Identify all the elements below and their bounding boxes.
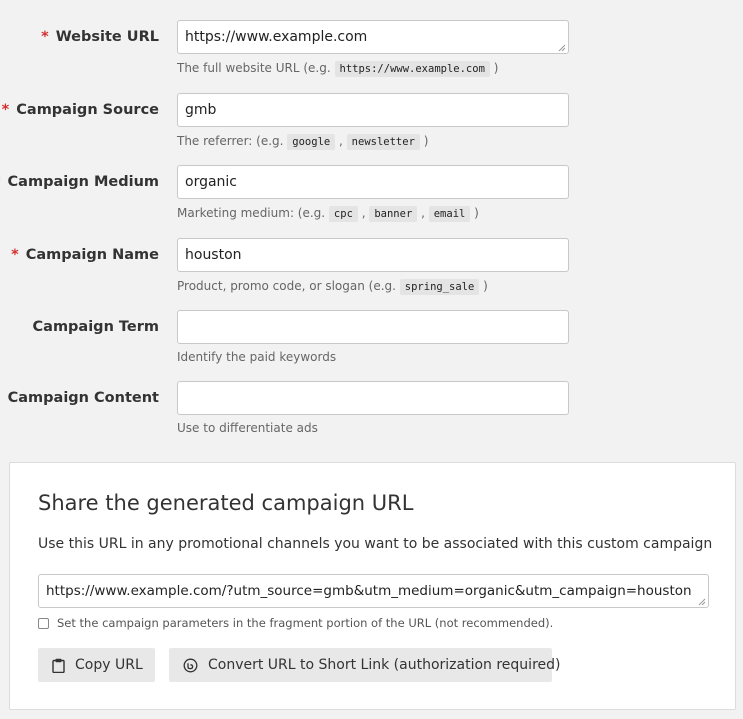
help-text: Product, promo code, or slogan (e.g. bbox=[177, 279, 400, 293]
share-url-panel bbox=[9, 462, 736, 710]
help-text-suffix: ) bbox=[479, 279, 488, 293]
field-label-text: Campaign Source bbox=[16, 102, 159, 118]
field-label-text: Campaign Medium bbox=[7, 174, 159, 190]
required-marker: * bbox=[11, 247, 19, 263]
field-label bbox=[41, 20, 159, 54]
short-link-button[interactable] bbox=[169, 648, 561, 682]
campaign-term-input[interactable] bbox=[177, 310, 569, 344]
campaign-source-input[interactable] bbox=[177, 93, 569, 127]
fragment-option-label: Set the campaign parameters in the fragment portion of the URL (not recommended). bbox=[57, 616, 554, 630]
help-example-code: newsletter bbox=[347, 134, 420, 150]
fragment-option[interactable] bbox=[38, 614, 553, 632]
share-title: Share the generated campaign URL bbox=[38, 491, 414, 515]
copy-url-label: Copy URL bbox=[75, 657, 143, 673]
help-example-code: cpc bbox=[329, 206, 358, 222]
field-help: Marketing medium: (e.g. cpc , banner , email ) bbox=[177, 206, 479, 220]
field-help bbox=[177, 277, 488, 296]
help-text: Identify the paid keywords bbox=[177, 350, 337, 364]
required-marker: * bbox=[41, 29, 49, 45]
copy-url-button[interactable] bbox=[38, 648, 155, 682]
field-help bbox=[177, 419, 318, 437]
field-label bbox=[0, 165, 159, 199]
field-label-text: Campaign Name bbox=[25, 247, 159, 263]
generated-url-output[interactable] bbox=[38, 574, 709, 608]
campaign-content-input[interactable] bbox=[177, 381, 569, 415]
help-example-code: google bbox=[287, 134, 335, 150]
field-help bbox=[177, 348, 336, 366]
field-label bbox=[8, 381, 159, 415]
field-label bbox=[11, 238, 159, 272]
field-help bbox=[177, 59, 498, 78]
help-example-code: banner bbox=[369, 206, 417, 222]
short-link-label: Convert URL to Short Link (authorization required) bbox=[208, 657, 561, 673]
help-text: Marketing medium: (e.g. bbox=[177, 206, 329, 220]
field-label-text: Campaign Term bbox=[32, 319, 159, 335]
required-marker: * bbox=[1, 102, 10, 118]
help-text-suffix: ) bbox=[419, 134, 429, 148]
campaign-name-input[interactable] bbox=[177, 238, 569, 272]
website-url-input[interactable] bbox=[177, 20, 569, 54]
field-label-text: Campaign Content bbox=[7, 390, 159, 406]
help-text: Use to differentiate ads bbox=[177, 421, 318, 435]
help-text-suffix: ) bbox=[489, 61, 499, 75]
field-help: The referrer: (e.g. google , newsletter ) bbox=[177, 134, 429, 148]
help-example-code: spring_sale bbox=[400, 279, 480, 295]
campaign-medium-input[interactable] bbox=[177, 165, 569, 199]
fragment-checkbox[interactable] bbox=[38, 618, 49, 629]
help-example-code: email bbox=[429, 206, 471, 222]
required-marker bbox=[0, 174, 1, 190]
link-circle-icon bbox=[183, 658, 198, 673]
share-description: Use this URL in any promotional channels you want to be associated with this custom campaign bbox=[38, 536, 713, 552]
clipboard-icon bbox=[52, 658, 65, 673]
field-label bbox=[33, 310, 159, 344]
help-text-suffix: ) bbox=[470, 206, 479, 220]
help-text: The full website URL (e.g. bbox=[177, 61, 335, 75]
help-text: The referrer: (e.g. bbox=[177, 134, 288, 148]
field-label-text: Website URL bbox=[55, 29, 159, 45]
help-example-code: https://www.example.com bbox=[335, 61, 490, 77]
field-label bbox=[2, 93, 159, 127]
